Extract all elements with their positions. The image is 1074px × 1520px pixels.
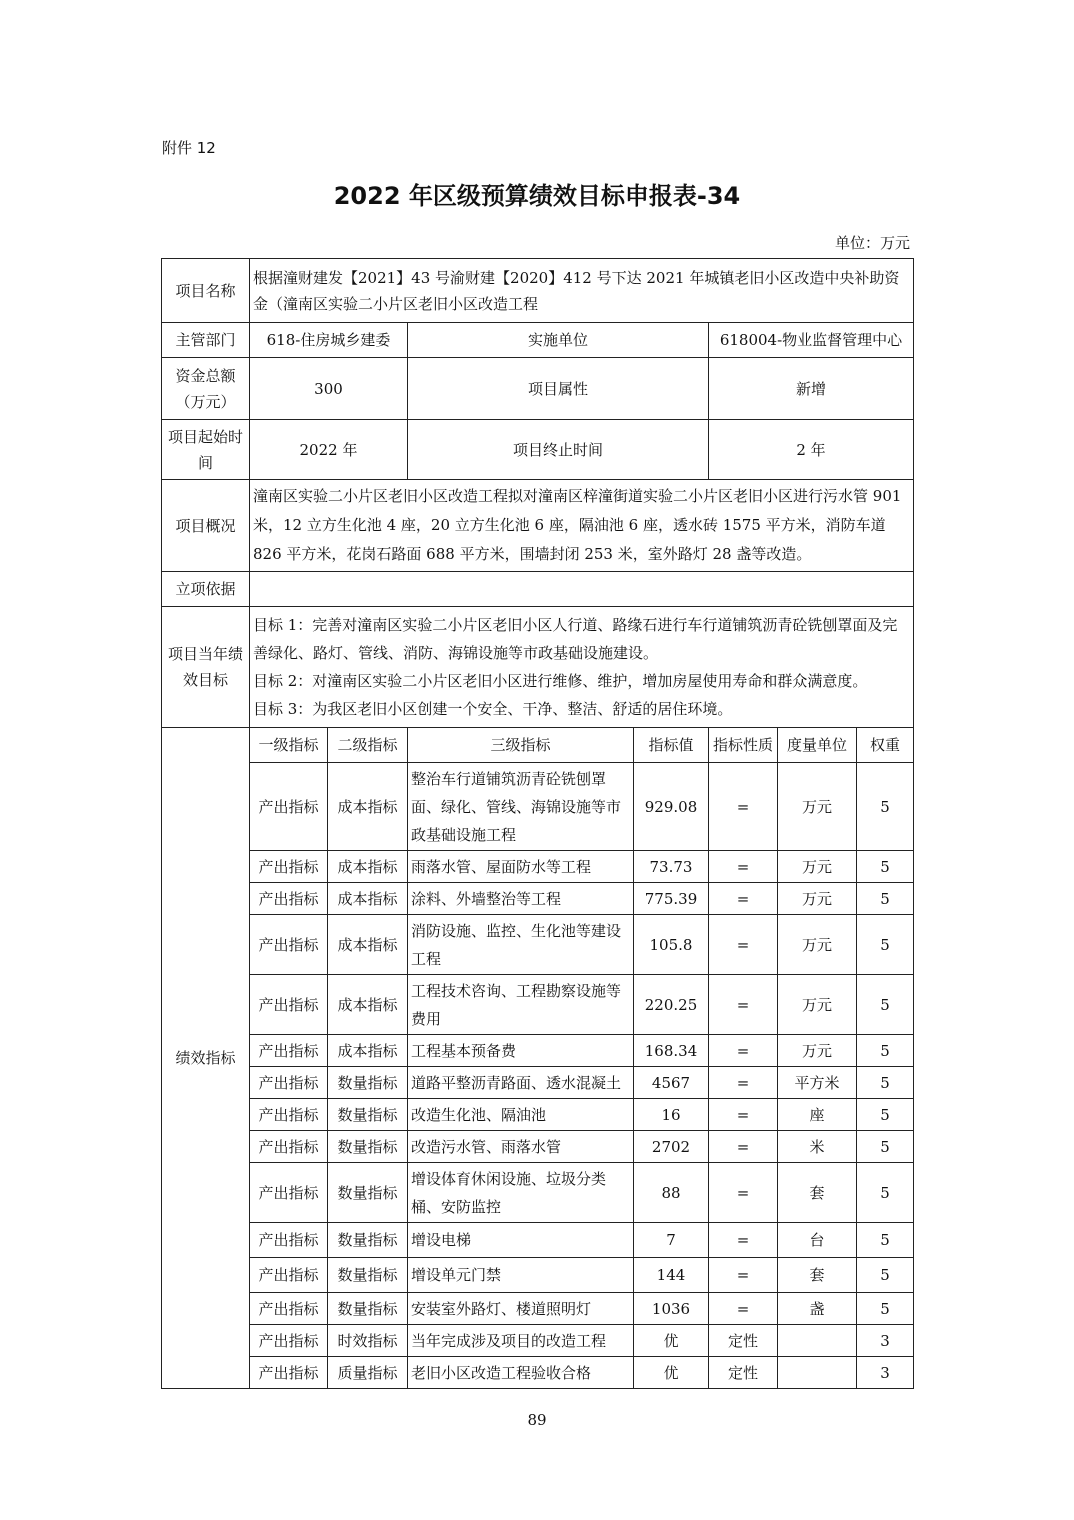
row-project-name: [162, 259, 914, 323]
perf-header-row: [162, 728, 914, 763]
basis-value: [250, 572, 914, 607]
attr-value: 新增: [709, 358, 914, 420]
perf-cell-weight: 5: [857, 1223, 914, 1258]
perf-cell-level1: 产出指标: [250, 883, 328, 915]
perf-cell-value: 16: [634, 1099, 709, 1131]
project-name-label: 项目名称: [162, 259, 250, 323]
perf-cell-level2: 成本指标: [328, 1035, 408, 1067]
perf-cell-level1: 产出指标: [250, 1163, 328, 1223]
attachment-label: 附件 12: [162, 139, 216, 157]
perf-cell-weight: 5: [857, 1099, 914, 1131]
perf-cell-weight: 3: [857, 1357, 914, 1389]
perf-cell-level3: 涂料、外墙整治等工程: [408, 883, 634, 915]
perf-header-weight: 权重: [857, 728, 914, 763]
perf-cell-level2: 成本指标: [328, 915, 408, 975]
perf-cell-level1: 产出指标: [250, 851, 328, 883]
perf-cell-value: 168.34: [634, 1035, 709, 1067]
perf-cell-unit: 万元: [778, 1035, 857, 1067]
perf-cell-level3: 增设体育休闲设施、垃圾分类桶、安防监控: [408, 1163, 634, 1223]
perf-cell-level2: 数量指标: [328, 1131, 408, 1163]
perf-cell-level3: 增设电梯: [408, 1223, 634, 1258]
perf-row: [162, 1131, 914, 1163]
perf-cell-nature: =: [709, 1223, 778, 1258]
perf-cell-nature: =: [709, 763, 778, 851]
perf-cell-unit: 套: [778, 1163, 857, 1223]
perf-cell-unit: [778, 1357, 857, 1389]
perf-cell-nature: =: [709, 1131, 778, 1163]
perf-cell-level1: 产出指标: [250, 1258, 328, 1293]
perf-cell-weight: 5: [857, 1067, 914, 1099]
perf-cell-nature: 定性: [709, 1357, 778, 1389]
perf-cell-level2: 数量指标: [328, 1163, 408, 1223]
perf-cell-value: 优: [634, 1325, 709, 1357]
perf-row: [162, 1293, 914, 1325]
perf-cell-value: 105.8: [634, 915, 709, 975]
fund-value: 300: [250, 358, 408, 420]
perf-cell-unit: 万元: [778, 915, 857, 975]
perf-cell-unit: 盏: [778, 1293, 857, 1325]
perf-header-level3: 三级指标: [408, 728, 634, 763]
perf-cell-level3: 消防设施、监控、生化池等建设工程: [408, 915, 634, 975]
impl-value: 618004-物业监督管理中心: [709, 323, 914, 358]
row-goals: [162, 607, 914, 728]
page-title: 2022 年区级预算绩效目标申报表-34: [333, 182, 741, 210]
performance-target-table: [161, 258, 914, 1389]
perf-cell-unit: 平方米: [778, 1067, 857, 1099]
perf-cell-level3: 安装室外路灯、楼道照明灯: [408, 1293, 634, 1325]
perf-cell-nature: =: [709, 915, 778, 975]
perf-cell-level2: 成本指标: [328, 883, 408, 915]
perf-cell-unit: 万元: [778, 763, 857, 851]
perf-cell-nature: 定性: [709, 1325, 778, 1357]
perf-cell-level2: 数量指标: [328, 1293, 408, 1325]
perf-cell-value: 775.39: [634, 883, 709, 915]
perf-row: [162, 763, 914, 851]
impl-label: 实施单位: [408, 323, 709, 358]
perf-header-value: 指标值: [634, 728, 709, 763]
perf-cell-level1: 产出指标: [250, 763, 328, 851]
row-time: [162, 420, 914, 480]
goal-item: 目标 3：为我区老旧小区创建一个安全、干净、整洁、舒适的居住环境。: [253, 700, 733, 718]
dept-label: 主管部门: [162, 323, 250, 358]
perf-cell-level2: 质量指标: [328, 1357, 408, 1389]
perf-row: [162, 1163, 914, 1223]
perf-cell-level3: 增设单元门禁: [408, 1258, 634, 1293]
perf-cell-weight: 5: [857, 1163, 914, 1223]
perf-header-level1: 一级指标: [250, 728, 328, 763]
perf-cell-weight: 5: [857, 975, 914, 1035]
perf-cell-level1: 产出指标: [250, 1223, 328, 1258]
perf-cell-level3: 老旧小区改造工程验收合格: [408, 1357, 634, 1389]
perf-row: [162, 1035, 914, 1067]
perf-cell-weight: 5: [857, 1131, 914, 1163]
perf-cell-level3: 道路平整沥青路面、透水混凝土: [408, 1067, 634, 1099]
overview-value: 潼南区实验二小片区老旧小区改造工程拟对潼南区梓潼街道实验二小片区老旧小区进行污水管 901 米，12 立方生化池 4 座，20 立方生化池 6 座，隔油池 6 座，透水砖 1575 平方米，消防车道 826 平方米，花岗石路面 688 平方米，围墙封闭 253 米，室外路灯 28 盏等改造。: [250, 480, 914, 572]
perf-cell-unit: [778, 1325, 857, 1357]
perf-cell-level2: 成本指标: [328, 851, 408, 883]
row-dept: [162, 323, 914, 358]
perf-row: [162, 975, 914, 1035]
goal-list: [250, 607, 914, 728]
project-name-value: 根据潼财建发【2021】43 号渝财建【2020】412 号下达 2021 年城镇老旧小区改造中央补助资金（潼南区实验二小片区老旧小区改造工程: [250, 259, 914, 323]
perf-cell-level1: 产出指标: [250, 1099, 328, 1131]
perf-header-level2: 二级指标: [328, 728, 408, 763]
perf-cell-weight: 5: [857, 1258, 914, 1293]
perf-cell-unit: 万元: [778, 975, 857, 1035]
basis-label: 立项依据: [162, 572, 250, 607]
perf-cell-value: 929.08: [634, 763, 709, 851]
perf-cell-level1: 产出指标: [250, 1325, 328, 1357]
perf-cell-nature: =: [709, 1099, 778, 1131]
perf-cell-nature: =: [709, 1258, 778, 1293]
perf-cell-level2: 成本指标: [328, 975, 408, 1035]
perf-cell-level3: 工程基本预备费: [408, 1035, 634, 1067]
page-number: 89: [527, 1411, 547, 1429]
perf-cell-value: 220.25: [634, 975, 709, 1035]
start-value: 2022 年: [250, 420, 408, 480]
perf-cell-weight: 5: [857, 1293, 914, 1325]
perf-cell-level2: 数量指标: [328, 1099, 408, 1131]
perf-cell-level3: 工程技术咨询、工程勘察设施等费用: [408, 975, 634, 1035]
perf-row: [162, 1357, 914, 1389]
perf-cell-level2: 数量指标: [328, 1067, 408, 1099]
perf-cell-level3: 改造污水管、雨落水管: [408, 1131, 634, 1163]
end-label: 项目终止时间: [408, 420, 709, 480]
perf-cell-value: 88: [634, 1163, 709, 1223]
perf-cell-level2: 成本指标: [328, 763, 408, 851]
perf-cell-level3: 当年完成涉及项目的改造工程: [408, 1325, 634, 1357]
perf-cell-level1: 产出指标: [250, 1035, 328, 1067]
perf-cell-level1: 产出指标: [250, 1357, 328, 1389]
perf-cell-value: 1036: [634, 1293, 709, 1325]
perf-cell-value: 4567: [634, 1067, 709, 1099]
goal-item: 目标 1：完善对潼南区实验二小片区老旧小区人行道、路缘石进行车行道铺筑沥青砼铣刨罩面及完善绿化、路灯、管线、消防、海锦设施等市政基础设施建设。: [253, 616, 898, 662]
row-basis: [162, 572, 914, 607]
perf-row: [162, 1099, 914, 1131]
perf-cell-level1: 产出指标: [250, 1131, 328, 1163]
unit-note: 单位：万元: [834, 234, 910, 252]
perf-row: [162, 851, 914, 883]
perf-cell-value: 优: [634, 1357, 709, 1389]
perf-cell-nature: =: [709, 1067, 778, 1099]
perf-cell-level1: 产出指标: [250, 1067, 328, 1099]
perf-row: [162, 1325, 914, 1357]
perf-row: [162, 1223, 914, 1258]
perf-cell-nature: =: [709, 1163, 778, 1223]
perf-cell-value: 2702: [634, 1131, 709, 1163]
perf-row: [162, 1067, 914, 1099]
row-overview: [162, 480, 914, 572]
perf-header-unit: 度量单位: [778, 728, 857, 763]
perf-cell-unit: 万元: [778, 883, 857, 915]
dept-value: 618-住房城乡建委: [250, 323, 408, 358]
perf-cell-nature: =: [709, 883, 778, 915]
perf-row: [162, 915, 914, 975]
attr-label: 项目属性: [408, 358, 709, 420]
goal-label: 项目当年绩效目标: [162, 607, 250, 728]
perf-row: [162, 883, 914, 915]
perf-cell-level3: 雨落水管、屋面防水等工程: [408, 851, 634, 883]
perf-cell-unit: 套: [778, 1258, 857, 1293]
perf-cell-level1: 产出指标: [250, 915, 328, 975]
perf-cell-nature: =: [709, 1293, 778, 1325]
perf-cell-value: 73.73: [634, 851, 709, 883]
overview-label: 项目概况: [162, 480, 250, 572]
perf-cell-level3: 整治车行道铺筑沥青砼铣刨罩面、绿化、管线、海锦设施等市政基础设施工程: [408, 763, 634, 851]
perf-cell-level2: 时效指标: [328, 1325, 408, 1357]
perf-cell-weight: 3: [857, 1325, 914, 1357]
fund-label: 资金总额（万元）: [162, 358, 250, 420]
perf-cell-nature: =: [709, 975, 778, 1035]
perf-cell-value: 144: [634, 1258, 709, 1293]
perf-cell-weight: 5: [857, 851, 914, 883]
end-value: 2 年: [709, 420, 914, 480]
perf-cell-unit: 台: [778, 1223, 857, 1258]
perf-cell-nature: =: [709, 851, 778, 883]
perf-cell-level2: 数量指标: [328, 1258, 408, 1293]
perf-cell-level1: 产出指标: [250, 1293, 328, 1325]
perf-cell-unit: 座: [778, 1099, 857, 1131]
perf-cell-weight: 5: [857, 883, 914, 915]
perf-cell-weight: 5: [857, 763, 914, 851]
perf-cell-level3: 改造生化池、隔油池: [408, 1099, 634, 1131]
perf-cell-unit: 万元: [778, 851, 857, 883]
perf-cell-weight: 5: [857, 915, 914, 975]
perf-cell-unit: 米: [778, 1131, 857, 1163]
row-fund: [162, 358, 914, 420]
perf-cell-nature: =: [709, 1035, 778, 1067]
perf-header-nature: 指标性质: [709, 728, 778, 763]
start-label: 项目起始时间: [162, 420, 250, 480]
perf-cell-weight: 5: [857, 1035, 914, 1067]
perf-cell-level2: 数量指标: [328, 1223, 408, 1258]
perf-row: [162, 1258, 914, 1293]
goal-item: 目标 2：对潼南区实验二小片区老旧小区进行维修、维护，增加房屋使用寿命和群众满意度。: [253, 672, 868, 690]
perf-cell-level1: 产出指标: [250, 975, 328, 1035]
perf-cell-value: 7: [634, 1223, 709, 1258]
perf-label: 绩效指标: [162, 728, 250, 1389]
